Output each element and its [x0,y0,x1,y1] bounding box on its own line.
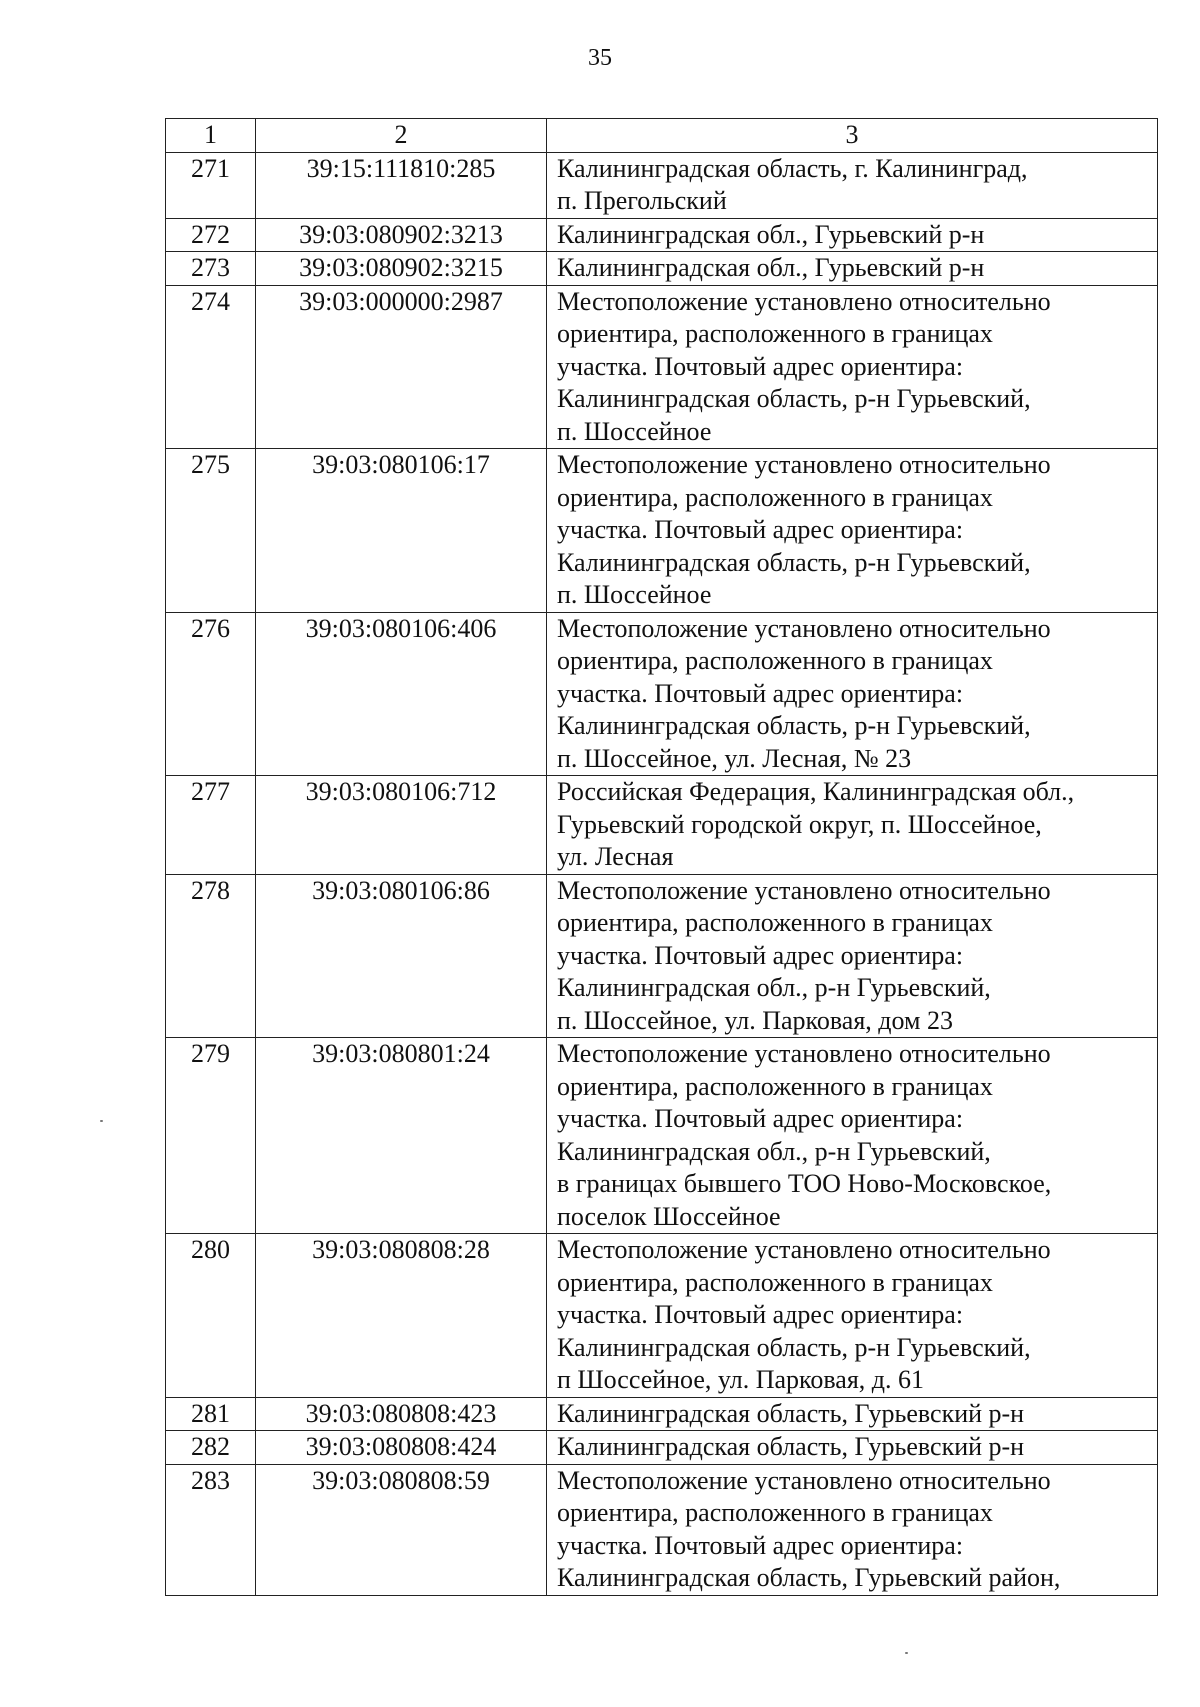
table-row [166,1234,1158,1398]
table-row [166,449,1158,613]
address-line: Российская Федерация, Калининградская обл., [557,777,1075,806]
column-header-2: 2 [256,119,547,153]
address-line: в границах бывшего ТОО Ново-Московское, [557,1169,1052,1198]
address-line: Местоположение установлено относительно [557,1465,1051,1495]
table-row [166,874,1158,1038]
cadastral-number-cell: 39:03:080808:28 [256,1234,547,1398]
table-row [166,1431,1158,1465]
address-line: Калининградская область, р-н Гурьевский, [557,384,1031,413]
address-line: ориентира, расположенного в границах [557,1267,993,1297]
address-line: п. Шоссейное [557,580,712,609]
address-line: п. Прегольский [557,186,727,215]
address-line: Гурьевский городской округ, п. Шоссейное, [557,809,1042,839]
land-plots-table [165,118,1158,1596]
row-number-cell: 275 [166,449,256,613]
address-cell [547,285,1158,449]
table-body [166,119,1158,1596]
address-line: Калининградская область, р-н Гурьевский, [557,711,1031,740]
table-row [166,612,1158,776]
table-row [166,285,1158,449]
table-row [166,152,1158,218]
address-line: участка. Почтовый адрес ориентира: [557,515,964,544]
address-line: Калининградская область, г. Калининград, [557,153,1028,183]
table-header-row [166,119,1158,153]
address-line: ориентира, расположенного в границах [557,1498,993,1527]
address-line: Калининградская область, р-н Гурьевский, [557,547,1031,577]
table-row [166,776,1158,875]
column-header-3: 3 [547,119,1158,153]
row-number-cell: 281 [166,1397,256,1431]
address-cell [547,612,1158,776]
address-line: Калининградская обл., р-н Гурьевский, [557,973,991,1002]
address-line: п Шоссейное, ул. Парковая, д. 61 [557,1365,925,1394]
address-line: Калининградская область, Гурьевский район, [557,1563,1061,1592]
page-number: 35 [588,45,612,71]
row-number-cell: 283 [166,1464,256,1595]
address-cell [547,1234,1158,1398]
address-line: Калининградская обл., Гурьевский р-н [557,253,985,282]
address-line: поселок Шоссейное [557,1201,781,1231]
address-line: ориентира, расположенного в границах [557,482,993,512]
cadastral-number-cell: 39:03:080801:24 [256,1038,547,1234]
address-cell [547,449,1158,613]
address-line: участка. Почтовый адрес ориентира: [557,940,964,970]
table-row [166,1397,1158,1431]
address-cell [547,1038,1158,1234]
row-number-cell: 280 [166,1234,256,1398]
address-cell [547,1431,1158,1465]
cadastral-number-cell: 39:03:080808:59 [256,1464,547,1595]
address-line: Местоположение установлено относительно [557,875,1051,905]
row-number-cell: 273 [166,252,256,286]
cadastral-number-cell: 39:03:080902:3215 [256,252,547,286]
row-number-cell: 278 [166,874,256,1038]
row-number-cell: 272 [166,218,256,252]
cadastral-number-cell: 39:03:080808:424 [256,1431,547,1465]
address-line: ориентира, расположенного в границах [557,908,993,937]
address-line: участка. Почтовый адрес ориентира: [557,1530,964,1560]
cadastral-number-cell: 39:03:080106:86 [256,874,547,1038]
cadastral-number-cell: 39:03:080808:423 [256,1397,547,1431]
address-line: ориентира, расположенного в границах [557,646,993,675]
address-line: участка. Почтовый адрес ориентира: [557,678,964,708]
row-number-cell: 279 [166,1038,256,1234]
row-number-cell: 282 [166,1431,256,1465]
address-line: Местоположение установлено относительно [557,1039,1051,1068]
table-row [166,218,1158,252]
address-line: участка. Почтовый адрес ориентира: [557,1104,964,1133]
address-cell [547,218,1158,252]
cadastral-number-cell: 39:03:080902:3213 [256,218,547,252]
row-number-cell: 276 [166,612,256,776]
address-line: Местоположение установлено относительно [557,613,1051,643]
address-cell [547,152,1158,218]
address-line: п. Шоссейное, ул. Лесная, № 23 [557,743,912,773]
cadastral-number-cell: 39:03:080106:406 [256,612,547,776]
row-number-cell: 274 [166,285,256,449]
row-number-cell: 271 [166,152,256,218]
table-row [166,252,1158,286]
column-header-1: 1 [166,119,256,153]
cadastral-number-cell: 39:03:000000:2987 [256,285,547,449]
address-line: Местоположение установлено относительно [557,286,1051,316]
cadastral-number-cell: 39:03:080106:712 [256,776,547,875]
address-line: Калининградская обл., Гурьевский р-н [557,219,985,249]
cadastral-number-cell: 39:15:111810:285 [256,152,547,218]
address-line: Калининградская область, Гурьевский р-н [557,1432,1025,1461]
scan-speck [100,1120,103,1122]
address-line: п. Шоссейное [557,416,712,446]
scan-speck [905,1652,908,1654]
table-row [166,1464,1158,1595]
address-cell [547,874,1158,1038]
address-cell [547,1464,1158,1595]
address-line: Калининградская область, Гурьевский р-н [557,1398,1025,1428]
row-number-cell: 277 [166,776,256,875]
table-row [166,1038,1158,1234]
address-line: Калининградская область, р-н Гурьевский, [557,1332,1031,1362]
address-line: Местоположение установлено относительно [557,1235,1051,1264]
address-line: ул. Лесная [557,842,674,871]
address-line: ориентира, расположенного в границах [557,319,993,348]
address-line: Местоположение установлено относительно [557,450,1051,479]
address-cell [547,1397,1158,1431]
address-cell [547,776,1158,875]
address-line: ориентира, расположенного в границах [557,1071,993,1101]
address-line: Калининградская обл., р-н Гурьевский, [557,1136,991,1166]
address-line: участка. Почтовый адрес ориентира: [557,1300,964,1329]
address-cell [547,252,1158,286]
address-line: п. Шоссейное, ул. Парковая, дом 23 [557,1005,953,1035]
cadastral-number-cell: 39:03:080106:17 [256,449,547,613]
address-line: участка. Почтовый адрес ориентира: [557,351,964,381]
